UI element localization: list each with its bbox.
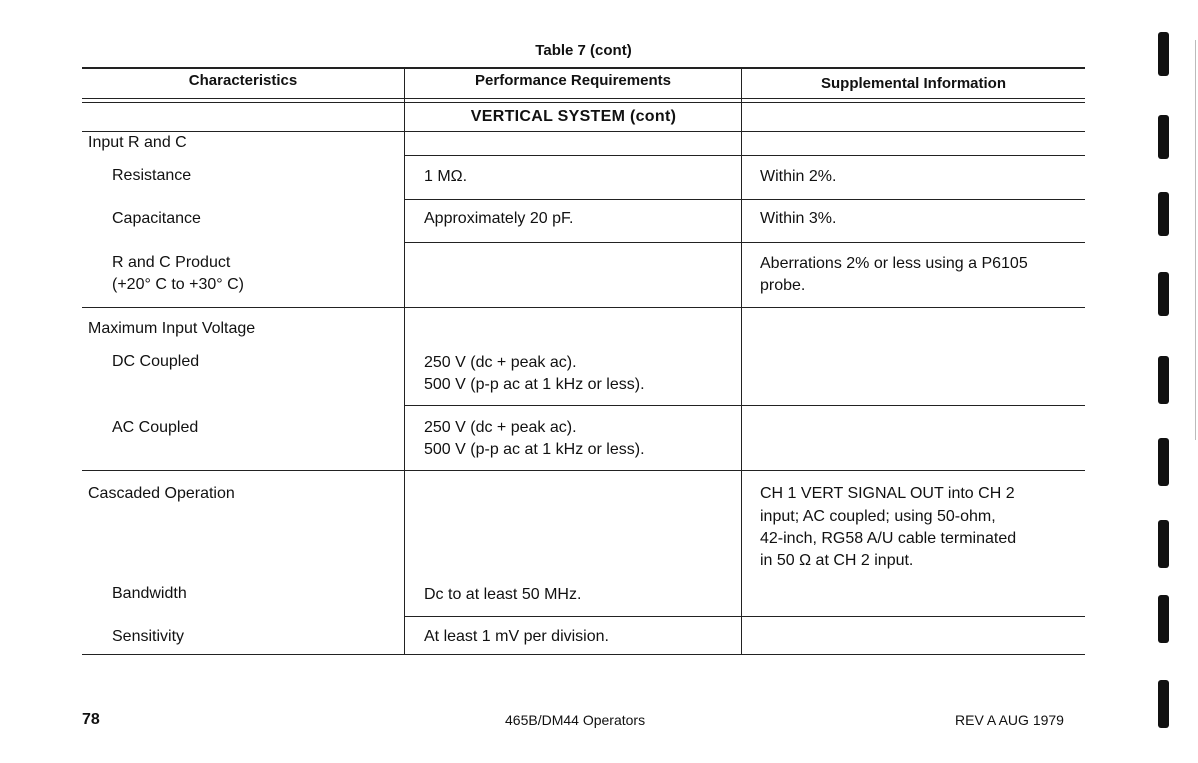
column-divider-2 [741,68,742,655]
row-rule-input-rc [405,155,1085,156]
row-rc-product-supplemental-2: probe. [760,277,806,294]
row-bandwidth-performance: Dc to at least 50 MHz. [424,586,582,603]
row-dc-coupled-performance: 250 V (dc + peak ac). [424,354,577,371]
header-characteristics: Characteristics [188,72,298,89]
row-resistance-performance: 1 MΩ. [424,168,468,185]
table-title: Table 7 (cont) [535,42,632,59]
revision-date: REV A AUG 1979 [955,712,1064,728]
row-rc-product-label: R and C Product [112,254,231,271]
header-performance: Performance Requirements [475,72,671,89]
document-name: 465B/DM44 Operators [505,712,646,728]
row-cascaded-supplemental-4: in 50 Ω at CH 2 input. [760,552,914,569]
row-ac-coupled-performance-2: 500 V (p-p ac at 1 kHz or less). [424,441,645,458]
row-ac-coupled-label: AC Coupled [112,419,199,436]
table-top-rule [82,67,1085,69]
row-sensitivity-performance: At least 1 mV per division. [424,628,609,645]
row-input-rc-label: Input R and C [88,134,187,151]
revision-bar-7 [1158,520,1169,568]
row-capacitance-performance: Approximately 20 pF. [424,210,574,227]
row-rule-rc-product [82,307,1085,308]
page-edge [1195,40,1196,440]
header-rule-lower [82,102,1085,103]
row-capacitance-supplemental: Within 3%. [760,210,837,227]
row-rc-product-supplemental: Aberrations 2% or less using a P6105 [760,255,1028,272]
header-rule-upper [82,98,1085,99]
row-rule-ac-coupled [82,470,1085,471]
revision-bar-3 [1158,192,1169,236]
row-rc-product-range: (+20° C to +30° C) [112,276,244,293]
header-supplemental: Supplemental Information [820,75,1006,92]
page-number: 78 [82,711,100,728]
column-divider-1 [404,68,405,655]
section-title: VERTICAL SYSTEM (cont) [470,108,677,125]
revision-bar-4 [1158,272,1169,316]
revision-bar-5 [1158,356,1169,404]
row-resistance-supplemental: Within 2%. [760,168,837,185]
row-dc-coupled-label: DC Coupled [112,353,200,370]
row-cascaded-supplemental: CH 1 VERT SIGNAL OUT into CH 2 [760,485,1015,502]
row-sensitivity-label: Sensitivity [112,628,185,645]
revision-bar-9 [1158,680,1169,728]
row-bandwidth-label: Bandwidth [112,585,187,602]
revision-bar-1 [1158,32,1169,76]
row-cascaded-label: Cascaded Operation [88,485,235,502]
row-capacitance-label: Capacitance [112,210,201,227]
row-cascaded-supplemental-3: 42-inch, RG58 A/U cable terminated [760,530,1017,547]
revision-bar-6 [1158,438,1169,486]
row-rule-resistance [405,199,1085,200]
row-rule-dc-coupled [405,405,1085,406]
row-resistance-label: Resistance [112,167,192,184]
row-ac-coupled-performance: 250 V (dc + peak ac). [424,419,577,436]
row-max-input-voltage-label: Maximum Input Voltage [88,320,256,337]
section-rule [82,131,1085,132]
revision-bar-2 [1158,115,1169,159]
row-rule-bandwidth [405,616,1085,617]
revision-bar-8 [1158,595,1169,643]
row-dc-coupled-performance-2: 500 V (p-p ac at 1 kHz or less). [424,376,645,393]
table-bottom-rule [82,654,1085,655]
row-rule-capacitance [405,242,1085,243]
row-cascaded-supplemental-2: input; AC coupled; using 50-ohm, [760,508,996,525]
